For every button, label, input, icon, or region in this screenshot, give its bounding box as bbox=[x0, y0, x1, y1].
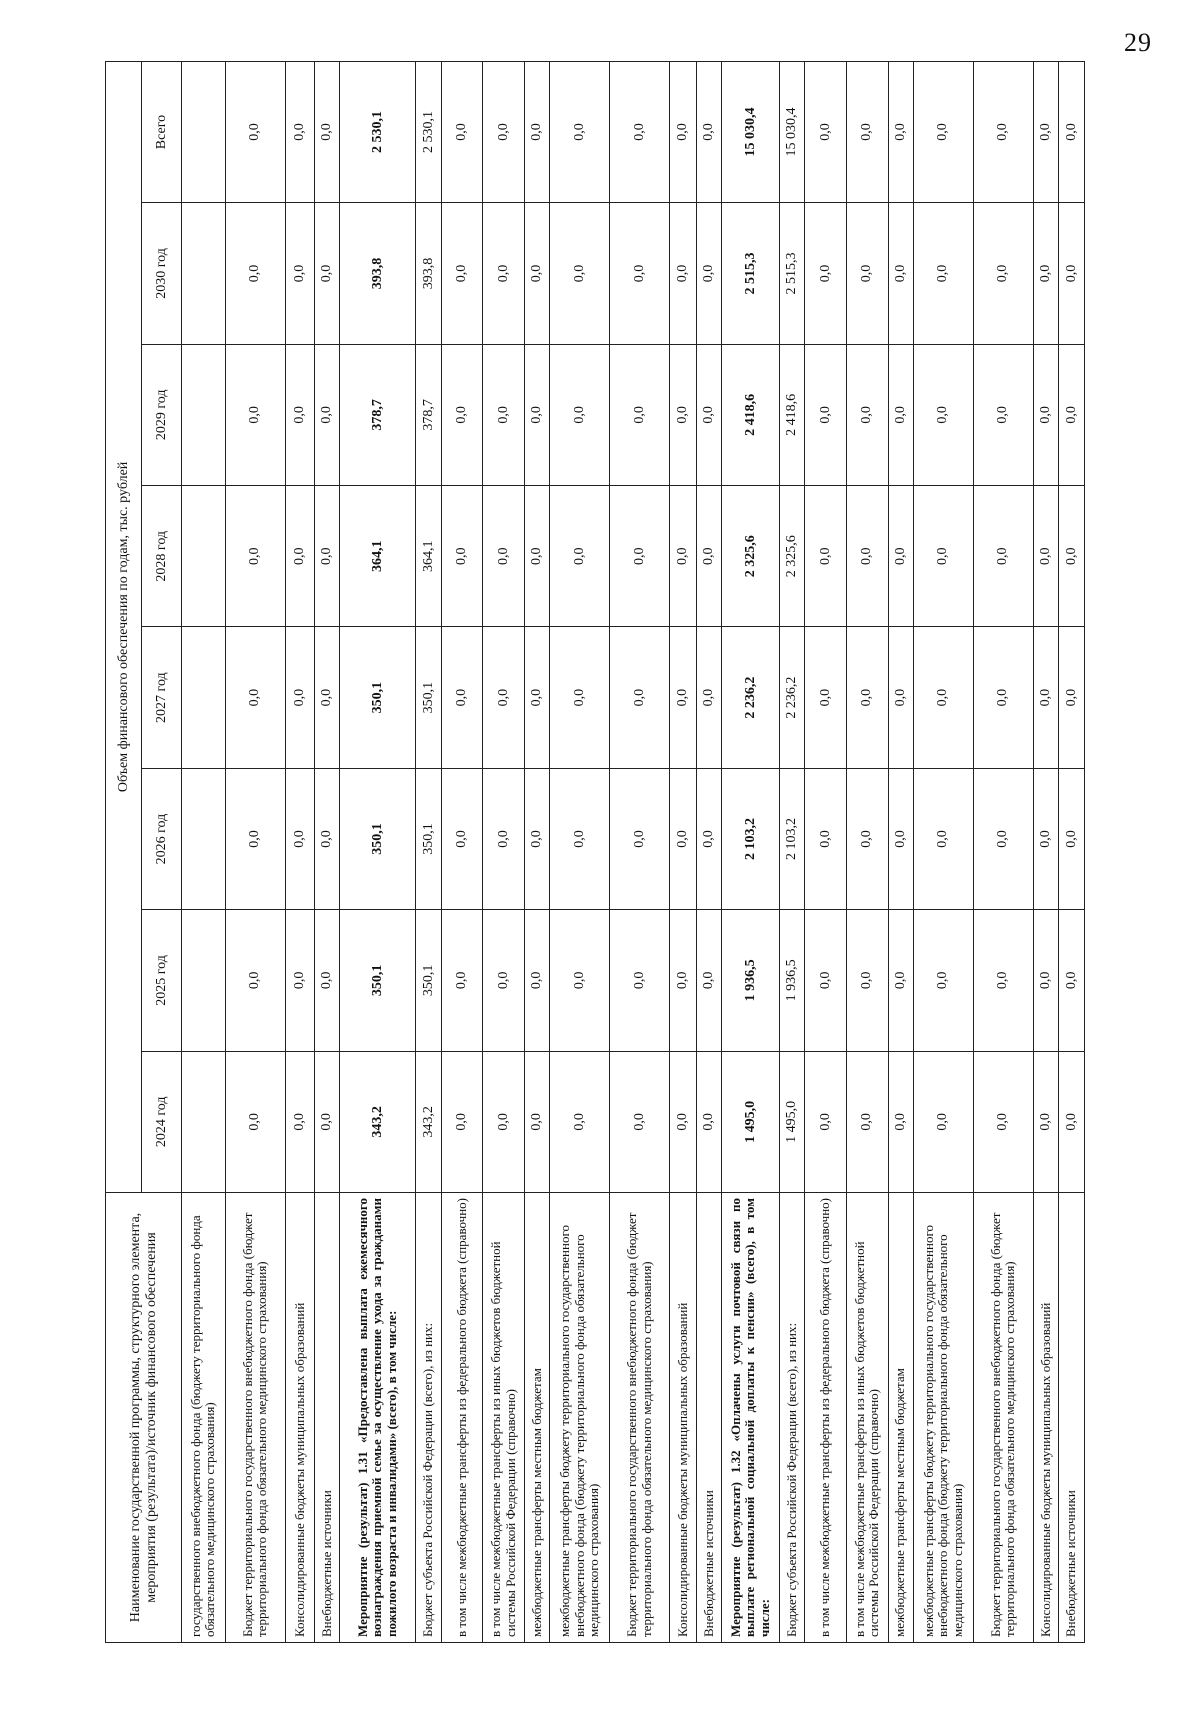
table-row bbox=[285, 61, 314, 1642]
value-cell: 0,0 bbox=[483, 344, 525, 485]
total-cell: 15 030,4 bbox=[780, 61, 805, 203]
value-cell: 0,0 bbox=[888, 768, 913, 909]
value-cell: 393,8 bbox=[416, 203, 441, 344]
total-cell: 2 530,1 bbox=[416, 61, 441, 203]
value-cell: 0,0 bbox=[524, 910, 549, 1051]
total-cell: 0,0 bbox=[1033, 61, 1058, 203]
value-cell: 0,0 bbox=[550, 1051, 610, 1192]
value-cell: 0,0 bbox=[973, 203, 1033, 344]
value-cell: 0,0 bbox=[913, 1051, 973, 1192]
value-cell: 0,0 bbox=[483, 203, 525, 344]
value-cell: 0,0 bbox=[314, 486, 339, 627]
header-row-volume bbox=[106, 61, 142, 1642]
total-cell bbox=[182, 61, 226, 203]
value-cell: 0,0 bbox=[550, 910, 610, 1051]
year-header: 2026 год bbox=[142, 768, 182, 909]
value-cell: 0,0 bbox=[913, 910, 973, 1051]
value-cell: 0,0 bbox=[441, 344, 483, 485]
year-header: 2030 год bbox=[142, 203, 182, 344]
value-cell: 0,0 bbox=[670, 1051, 697, 1192]
value-cell: 0,0 bbox=[610, 486, 670, 627]
table-row bbox=[913, 61, 973, 1642]
value-cell: 0,0 bbox=[441, 627, 483, 768]
total-cell: 0,0 bbox=[285, 61, 314, 203]
value-cell: 0,0 bbox=[973, 344, 1033, 485]
value-cell: 0,0 bbox=[805, 1051, 847, 1192]
value-cell: 0,0 bbox=[524, 627, 549, 768]
value-cell: 0,0 bbox=[696, 1051, 721, 1192]
value-cell: 0,0 bbox=[314, 1051, 339, 1192]
value-cell: 0,0 bbox=[1059, 910, 1085, 1051]
value-cell: 2 103,2 bbox=[722, 768, 780, 909]
value-cell bbox=[182, 203, 226, 344]
value-cell: 0,0 bbox=[1059, 486, 1085, 627]
value-cell: 0,0 bbox=[973, 768, 1033, 909]
value-cell: 0,0 bbox=[610, 910, 670, 1051]
value-cell: 343,2 bbox=[340, 1051, 416, 1192]
total-cell: 0,0 bbox=[696, 61, 721, 203]
row-label: Внебюджетные источники bbox=[696, 1193, 721, 1643]
value-cell: 2 515,3 bbox=[780, 203, 805, 344]
table-row bbox=[314, 61, 339, 1642]
value-cell: 0,0 bbox=[670, 768, 697, 909]
value-cell: 0,0 bbox=[846, 768, 888, 909]
value-cell: 0,0 bbox=[846, 344, 888, 485]
total-cell: 0,0 bbox=[314, 61, 339, 203]
value-cell: 2 418,6 bbox=[722, 344, 780, 485]
value-cell: 0,0 bbox=[846, 627, 888, 768]
value-cell: 0,0 bbox=[610, 768, 670, 909]
table-row bbox=[846, 61, 888, 1642]
value-cell: 0,0 bbox=[225, 768, 285, 909]
row-label: в том числе межбюджетные трансферты из федерального бюджета (справочно) bbox=[805, 1193, 847, 1643]
value-cell bbox=[182, 486, 226, 627]
value-cell: 0,0 bbox=[225, 486, 285, 627]
total-cell: 0,0 bbox=[846, 61, 888, 203]
row-label: Внебюджетные источники bbox=[1059, 1193, 1085, 1643]
total-cell: 0,0 bbox=[1059, 61, 1085, 203]
value-cell: 0,0 bbox=[483, 768, 525, 909]
total-cell: 0,0 bbox=[610, 61, 670, 203]
value-cell: 2 325,6 bbox=[780, 486, 805, 627]
table-row bbox=[182, 61, 226, 1642]
value-cell: 1 495,0 bbox=[722, 1051, 780, 1192]
value-cell: 2 236,2 bbox=[722, 627, 780, 768]
row-label: Бюджет территориального государственного внебюджетного фонда (бюджет территориального фонда обязательного медицинского страхования) bbox=[973, 1193, 1033, 1643]
total-cell: 0,0 bbox=[550, 61, 610, 203]
value-cell: 350,1 bbox=[416, 768, 441, 909]
value-cell: 0,0 bbox=[314, 768, 339, 909]
value-cell: 0,0 bbox=[314, 203, 339, 344]
row-label: Консолидированные бюджеты муниципальных образований bbox=[285, 1193, 314, 1643]
value-cell: 0,0 bbox=[610, 1051, 670, 1192]
table-row bbox=[610, 61, 670, 1642]
value-cell: 350,1 bbox=[340, 627, 416, 768]
row-label: Мероприятие (результат) 1.32 «Оплачены услуги почтовой связи по выплате региональной социальной доплаты к пенсии» (всего), в том числе: bbox=[722, 1193, 780, 1643]
value-cell: 0,0 bbox=[225, 910, 285, 1051]
value-cell: 0,0 bbox=[805, 203, 847, 344]
value-cell: 0,0 bbox=[285, 203, 314, 344]
value-cell: 0,0 bbox=[483, 486, 525, 627]
value-cell: 0,0 bbox=[670, 627, 697, 768]
value-cell: 0,0 bbox=[696, 486, 721, 627]
value-cell: 350,1 bbox=[340, 910, 416, 1051]
value-cell: 0,0 bbox=[524, 344, 549, 485]
total-cell: 0,0 bbox=[888, 61, 913, 203]
value-cell: 0,0 bbox=[846, 203, 888, 344]
value-cell: 0,0 bbox=[888, 344, 913, 485]
value-cell: 0,0 bbox=[913, 768, 973, 909]
value-cell: 1 936,5 bbox=[780, 910, 805, 1051]
row-label: в том числе межбюджетные трансферты из федерального бюджета (справочно) bbox=[441, 1193, 483, 1643]
value-cell: 0,0 bbox=[1059, 768, 1085, 909]
value-cell bbox=[182, 910, 226, 1051]
value-cell: 0,0 bbox=[1033, 203, 1058, 344]
name-column-header: Наименование государственной программы, структурного элемента, мероприятия (результата)/источник финансового обеспечения bbox=[106, 1193, 182, 1643]
value-cell: 0,0 bbox=[610, 203, 670, 344]
row-label: государственного внебюджетного фонда (бюджету территориального фонда обязательного медицинского страхования) bbox=[182, 1193, 226, 1643]
value-cell: 0,0 bbox=[805, 768, 847, 909]
value-cell: 0,0 bbox=[524, 203, 549, 344]
table-row bbox=[441, 61, 483, 1642]
value-cell: 0,0 bbox=[670, 203, 697, 344]
value-cell: 364,1 bbox=[340, 486, 416, 627]
value-cell: 0,0 bbox=[550, 768, 610, 909]
value-cell: 0,0 bbox=[888, 627, 913, 768]
value-cell: 0,0 bbox=[550, 627, 610, 768]
value-cell: 2 236,2 bbox=[780, 627, 805, 768]
row-label: Консолидированные бюджеты муниципальных образований bbox=[670, 1193, 697, 1643]
value-cell: 0,0 bbox=[913, 344, 973, 485]
value-cell: 0,0 bbox=[696, 344, 721, 485]
value-cell: 0,0 bbox=[805, 486, 847, 627]
value-cell: 0,0 bbox=[524, 768, 549, 909]
value-cell: 0,0 bbox=[973, 910, 1033, 1051]
value-cell: 0,0 bbox=[285, 486, 314, 627]
row-label: Бюджет субъекта Российской Федерации (всего), из них: bbox=[780, 1193, 805, 1643]
value-cell: 0,0 bbox=[483, 910, 525, 1051]
value-cell: 350,1 bbox=[416, 627, 441, 768]
value-cell: 0,0 bbox=[670, 486, 697, 627]
value-cell: 0,0 bbox=[285, 344, 314, 485]
row-label: в том числе межбюджетные трансферты из иных бюджетов бюджетной системы Российской Федерации (справочно) bbox=[483, 1193, 525, 1643]
row-label: Бюджет территориального государственного внебюджетного фонда (бюджет территориального фонда обязательного медицинского страхования) bbox=[225, 1193, 285, 1643]
total-cell: 2 530,1 bbox=[340, 61, 416, 203]
value-cell: 0,0 bbox=[610, 344, 670, 485]
value-cell: 0,0 bbox=[1059, 344, 1085, 485]
value-cell: 393,8 bbox=[340, 203, 416, 344]
total-cell: 0,0 bbox=[225, 61, 285, 203]
table-row bbox=[670, 61, 697, 1642]
value-cell: 1 495,0 bbox=[780, 1051, 805, 1192]
table-row bbox=[780, 61, 805, 1642]
row-label: межбюджетные трансферты бюджету территориального государственного внебюджетного фонда (бюджету территориального фонда обязательного медицинского страхования) bbox=[550, 1193, 610, 1643]
value-cell: 350,1 bbox=[340, 768, 416, 909]
value-cell: 0,0 bbox=[225, 203, 285, 344]
value-cell: 0,0 bbox=[973, 486, 1033, 627]
table-row bbox=[550, 61, 610, 1642]
value-cell: 0,0 bbox=[441, 486, 483, 627]
value-cell: 0,0 bbox=[314, 910, 339, 1051]
value-cell: 0,0 bbox=[696, 627, 721, 768]
value-cell: 0,0 bbox=[314, 627, 339, 768]
value-cell: 0,0 bbox=[1033, 1051, 1058, 1192]
value-cell: 0,0 bbox=[696, 203, 721, 344]
row-label: Консолидированные бюджеты муниципальных образований bbox=[1033, 1193, 1058, 1643]
value-cell: 0,0 bbox=[888, 1051, 913, 1192]
value-cell: 2 515,3 bbox=[722, 203, 780, 344]
value-cell: 350,1 bbox=[416, 910, 441, 1051]
row-label: Бюджет территориального государственного внебюджетного фонда (бюджет территориального фонда обязательного медицинского страхования) bbox=[610, 1193, 670, 1643]
value-cell: 1 936,5 bbox=[722, 910, 780, 1051]
value-cell: 0,0 bbox=[1033, 486, 1058, 627]
total-cell: 0,0 bbox=[441, 61, 483, 203]
table-row bbox=[524, 61, 549, 1642]
value-cell: 0,0 bbox=[1059, 1051, 1085, 1192]
value-cell: 0,0 bbox=[441, 768, 483, 909]
table-row bbox=[888, 61, 913, 1642]
value-cell: 0,0 bbox=[913, 203, 973, 344]
row-label: в том числе межбюджетные трансферты из иных бюджетов бюджетной системы Российской Федерации (справочно) bbox=[846, 1193, 888, 1643]
value-cell: 0,0 bbox=[441, 203, 483, 344]
value-cell: 378,7 bbox=[340, 344, 416, 485]
value-cell bbox=[182, 344, 226, 485]
value-cell: 0,0 bbox=[441, 910, 483, 1051]
value-cell: 0,0 bbox=[550, 344, 610, 485]
value-cell: 0,0 bbox=[483, 627, 525, 768]
value-cell: 0,0 bbox=[225, 1051, 285, 1192]
table-row bbox=[1059, 61, 1085, 1642]
value-cell: 0,0 bbox=[696, 910, 721, 1051]
value-cell: 0,0 bbox=[524, 486, 549, 627]
table-row bbox=[696, 61, 721, 1642]
rotated-page-content bbox=[105, 63, 1085, 1643]
value-cell: 0,0 bbox=[483, 1051, 525, 1192]
value-cell: 0,0 bbox=[550, 203, 610, 344]
value-cell: 364,1 bbox=[416, 486, 441, 627]
value-cell: 0,0 bbox=[913, 486, 973, 627]
value-cell: 0,0 bbox=[805, 344, 847, 485]
year-header: 2028 год bbox=[142, 486, 182, 627]
table-row bbox=[416, 61, 441, 1642]
table-row bbox=[973, 61, 1033, 1642]
table-row bbox=[483, 61, 525, 1642]
value-cell: 0,0 bbox=[846, 486, 888, 627]
year-header: 2027 год bbox=[142, 627, 182, 768]
value-cell: 0,0 bbox=[670, 344, 697, 485]
value-cell: 0,0 bbox=[888, 203, 913, 344]
financing-table bbox=[105, 61, 1085, 1643]
value-cell: 343,2 bbox=[416, 1051, 441, 1192]
value-cell: 0,0 bbox=[888, 486, 913, 627]
value-cell: 0,0 bbox=[973, 627, 1033, 768]
row-label: межбюджетные трансферты бюджету территориального государственного внебюджетного фонда (бюджету территориального фонда обязательного медицинского страхования) bbox=[913, 1193, 973, 1643]
value-cell: 0,0 bbox=[314, 344, 339, 485]
total-cell: 0,0 bbox=[805, 61, 847, 203]
row-label: межбюджетные трансферты местным бюджетам bbox=[888, 1193, 913, 1643]
year-header: 2029 год bbox=[142, 344, 182, 485]
value-cell: 0,0 bbox=[285, 910, 314, 1051]
value-cell: 0,0 bbox=[1033, 627, 1058, 768]
table-body bbox=[182, 61, 1085, 1642]
value-cell: 0,0 bbox=[285, 627, 314, 768]
value-cell: 0,0 bbox=[913, 627, 973, 768]
value-cell: 0,0 bbox=[846, 910, 888, 1051]
value-cell bbox=[182, 627, 226, 768]
value-cell: 2 418,6 bbox=[780, 344, 805, 485]
total-cell: 0,0 bbox=[483, 61, 525, 203]
row-label: Мероприятие (результат) 1.31 «Предоставлена выплата ежемесячного вознаграждения приемной семье за осуществление ухода за гражданами пожилого возраста и инвалидами» (всего), в том числе: bbox=[340, 1193, 416, 1643]
table-row bbox=[805, 61, 847, 1642]
value-cell: 0,0 bbox=[888, 910, 913, 1051]
row-label: Внебюджетные источники bbox=[314, 1193, 339, 1643]
value-cell: 0,0 bbox=[524, 1051, 549, 1192]
table-row bbox=[225, 61, 285, 1642]
value-cell: 0,0 bbox=[1059, 627, 1085, 768]
value-cell: 0,0 bbox=[441, 1051, 483, 1192]
value-cell: 0,0 bbox=[550, 486, 610, 627]
value-cell: 0,0 bbox=[610, 627, 670, 768]
value-cell: 2 325,6 bbox=[722, 486, 780, 627]
value-cell: 0,0 bbox=[285, 1051, 314, 1192]
value-cell: 0,0 bbox=[1059, 203, 1085, 344]
total-cell: 0,0 bbox=[973, 61, 1033, 203]
value-cell: 0,0 bbox=[670, 910, 697, 1051]
value-cell: 0,0 bbox=[1033, 910, 1058, 1051]
value-cell: 0,0 bbox=[805, 910, 847, 1051]
value-cell: 0,0 bbox=[696, 768, 721, 909]
total-cell: 0,0 bbox=[524, 61, 549, 203]
value-cell: 0,0 bbox=[805, 627, 847, 768]
value-cell: 0,0 bbox=[285, 768, 314, 909]
page-number: 29 bbox=[1124, 28, 1152, 57]
total-cell: 0,0 bbox=[670, 61, 697, 203]
value-cell: 0,0 bbox=[1033, 344, 1058, 485]
value-cell bbox=[182, 1051, 226, 1192]
value-cell bbox=[182, 768, 226, 909]
row-label: межбюджетные трансферты местным бюджетам bbox=[524, 1193, 549, 1643]
value-cell: 378,7 bbox=[416, 344, 441, 485]
year-header: 2025 год bbox=[142, 910, 182, 1051]
table-row bbox=[722, 61, 780, 1642]
total-cell: 15 030,4 bbox=[722, 61, 780, 203]
volume-header: Объем финансового обеспечения по годам, тыс. рублей bbox=[106, 61, 142, 1192]
total-header: Всего bbox=[142, 61, 182, 203]
value-cell: 0,0 bbox=[846, 1051, 888, 1192]
total-cell: 0,0 bbox=[913, 61, 973, 203]
row-label: Бюджет субъекта Российской Федерации (всего), из них: bbox=[416, 1193, 441, 1643]
table-row bbox=[340, 61, 416, 1642]
value-cell: 0,0 bbox=[225, 627, 285, 768]
year-header: 2024 год bbox=[142, 1051, 182, 1192]
value-cell: 0,0 bbox=[225, 344, 285, 485]
value-cell: 0,0 bbox=[1033, 768, 1058, 909]
value-cell: 0,0 bbox=[973, 1051, 1033, 1192]
value-cell: 2 103,2 bbox=[780, 768, 805, 909]
table-row bbox=[1033, 61, 1058, 1642]
